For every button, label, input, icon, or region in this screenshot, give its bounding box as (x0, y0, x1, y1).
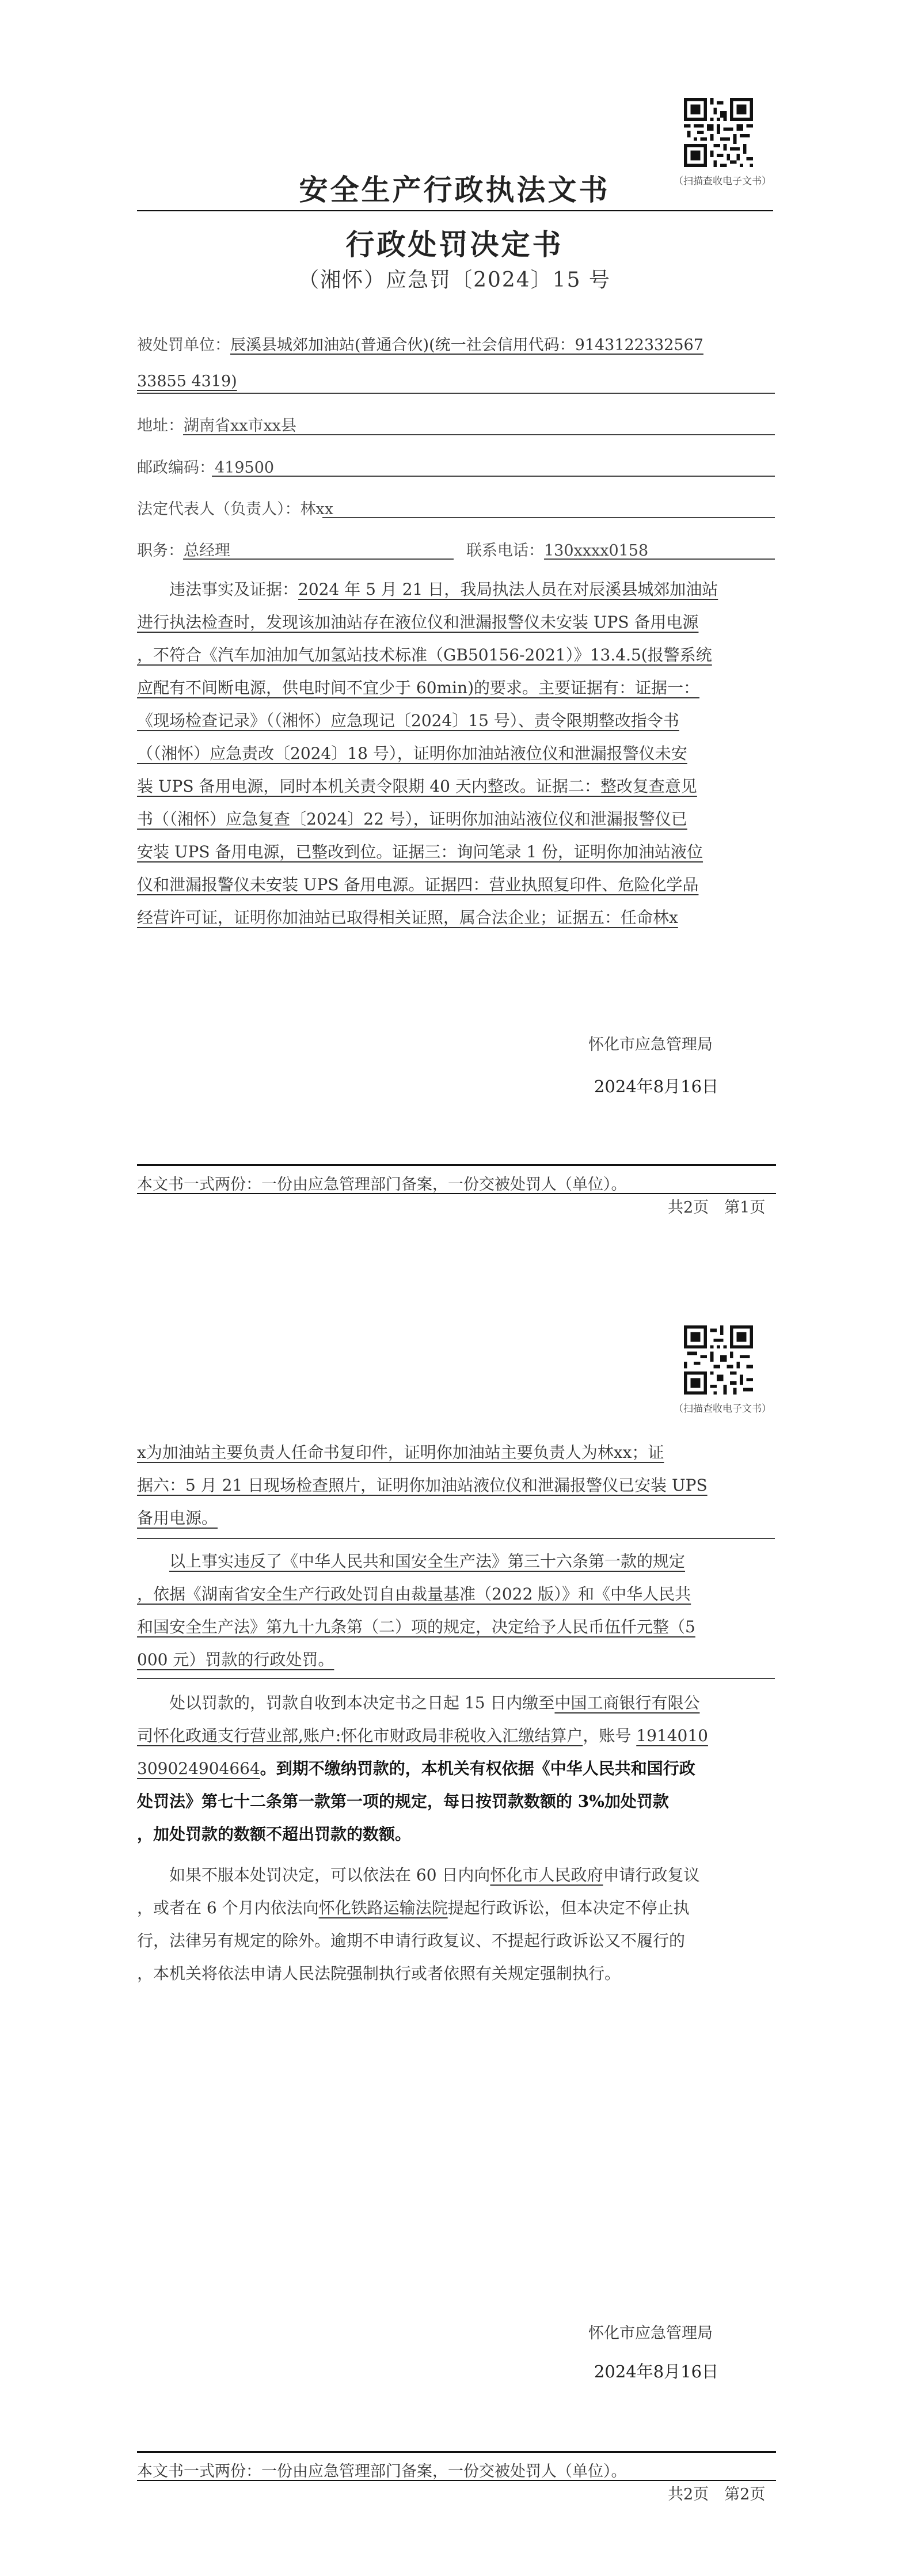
review-authority: 怀化市人民政府 (490, 1865, 603, 1884)
postcode-label: 邮政编码： (137, 459, 215, 477)
signing-organization: 怀化市应急管理局 (588, 1036, 713, 1054)
facts-line: 2024 年 5 月 21 日，我局执法人员在对辰溪县城郊加油站 (298, 580, 718, 599)
address-label: 地址： (137, 417, 184, 435)
postcode-underline (212, 476, 775, 477)
facts-line: x为加油站主要负责人任命书复印件，证明你加油站主要负责人为林xx；证 (137, 1443, 664, 1462)
penalty-warning: 处罚法》第七十二条第一款第一项的规定，每日按罚款数额的 3%加处罚款 (137, 1792, 669, 1811)
party-label: 被处罚单位： (137, 336, 230, 354)
appeal-text: 如果不服本处罚决定，可以依法在 60 日内向 (169, 1865, 490, 1884)
facts-paragraph (137, 573, 775, 934)
party-value: 辰溪县城郊加油站(普通合伙)(统一社会信用代码：9143122332567 (230, 336, 703, 354)
party-value-cont: 33855 4319) (137, 373, 237, 390)
legal-rep-underline (322, 517, 775, 518)
litigation-court: 怀化铁路运输法院 (318, 1898, 448, 1917)
payment-text: ，账号 (583, 1726, 637, 1745)
appeal-paragraph (137, 1859, 775, 1990)
facts-continued-paragraph (137, 1436, 775, 1534)
appeal-text: 行，法律另有规定的除外。逾期不申请行政复议、不提起行政诉讼又不履行的 (137, 1931, 686, 1950)
qr-code-image (684, 1325, 753, 1395)
facts-line: 装 UPS 备用电源，同时本机关责令限期 40 天内整改。证据二：整改复查意见 (137, 777, 697, 796)
footer-rule-bottom (137, 2480, 776, 2481)
appeal-text: ，或者在 6 个月内依法向 (137, 1898, 319, 1917)
party-field-cont (137, 373, 237, 390)
address-value: 湖南省xx市xx县 (184, 417, 296, 435)
legal-rep-label: 法定代表人（负责人）： (137, 500, 301, 518)
facts-line: 《现场检查记录》（（湘怀）应急现记〔2024〕15 号）、责令限期整改指令书 (137, 711, 679, 730)
header-rule (137, 210, 773, 211)
payment-paragraph (137, 1686, 775, 1851)
phone-value: 130xxxx0158 (544, 542, 649, 560)
qr-caption: （扫描查收电子文书） (674, 176, 771, 187)
phone-underline (544, 558, 775, 560)
footer-note: 本文书一式两份：一份由应急管理部门备案，一份交被处罚人（单位）。 (137, 1176, 627, 1194)
facts-line: 进行执法检查时，发现该加油站存在液位仪和泄漏报警仪未安装 UPS 备用电源 (137, 613, 699, 632)
facts-end-underline (137, 1538, 775, 1539)
facts-line: 备用电源。 (137, 1509, 218, 1528)
qr-caption: （扫描查收电子文书） (674, 1403, 771, 1415)
footer-rule (137, 2451, 776, 2453)
facts-line: 经营许可证，证明你加油站已取得相关证照，属合法企业；证据五：任命林x (137, 908, 678, 927)
facts-line: （（湘怀）应急责改〔2024〕18 号），证明你加油站液位仪和泄漏报警仪未安 (137, 744, 687, 763)
qr-code-image (684, 98, 753, 167)
footer-note: 本文书一式两份：一份由应急管理部门备案，一份交被处罚人（单位）。 (137, 2463, 627, 2480)
signing-date: 2024年8月16日 (594, 1077, 719, 1096)
doc-series-title: 安全生产行政执法文书 (299, 173, 610, 207)
position-field (137, 538, 230, 560)
address-underline (183, 434, 775, 435)
violation-line: 和国安全生产法》第九十九条第（二）项的规定，决定给予人民币伍仟元整（5 (137, 1617, 695, 1636)
position-underline (183, 558, 454, 560)
party-underline (137, 393, 775, 394)
page-number: 共2页 第2页 (668, 2486, 766, 2503)
footer-rule-bottom (137, 1193, 776, 1194)
page-2 (0, 1288, 909, 2576)
legal-rep-value: 林xx (300, 500, 333, 518)
signing-organization: 怀化市应急管理局 (588, 2324, 713, 2342)
account-number: 1914010 (636, 1726, 708, 1745)
facts-line: 仪和泄漏报警仪未安装 UPS 备用电源。证据四：营业执照复印件、危险化学品 (137, 875, 699, 894)
facts-line: 应配有不间断电源，供电时间不宜少于 60min)的要求。主要证据有：证据一： (137, 678, 699, 697)
postcode-field (137, 455, 274, 477)
position-value: 总经理 (184, 542, 230, 560)
facts-line: 安装 UPS 备用电源，已整改到位。证据三：询问笔录 1 份，证明你加油站液位 (137, 842, 703, 861)
violation-line: 以上事实违反了《中华人民共和国安全生产法》第三十六条第一款的规定 (169, 1552, 686, 1571)
violation-paragraph (137, 1545, 775, 1676)
violation-line: ，依据《湖南省安全生产行政处罚自由裁量基准（2022 版）》和《中华人民共 (137, 1585, 691, 1604)
penalty-warning: 。到期不缴纳罚款的，本机关有权依据《中华人民共和国行政 (260, 1759, 695, 1778)
appeal-text: 提起行政诉讼，但本决定不停止执 (447, 1898, 690, 1917)
doc-type-title: 行政处罚决定书 (345, 227, 564, 261)
facts-line: 据六：5 月 21 日现场检查照片，证明你加油站液位仪和泄漏报警仪已安装 UPS (137, 1476, 708, 1495)
position-label: 职务： (137, 542, 184, 560)
violation-end-underline (137, 1678, 775, 1679)
legal-rep-field (137, 496, 333, 519)
payment-text: 处以罚款的，罚款自收到本决定书之日起 15 日内缴至 (169, 1693, 555, 1712)
address-field (137, 413, 296, 435)
appeal-text: ，本机关将依法申请人民法院强制执行或者依照有关规定强制执行。 (137, 1964, 621, 1983)
phone-label: 联系电话： (466, 542, 544, 560)
violation-line: 000 元）罚款的行政处罚。 (137, 1650, 334, 1669)
postcode-value: 419500 (215, 459, 275, 477)
account-name: 司怀化政通支行营业部,账户:怀化市财政局非税收入汇缴结算户 (137, 1726, 583, 1745)
facts-lead: 违法事实及证据： (169, 580, 299, 599)
facts-line: ，不符合《汽车加油加气加氢站技术标准（GB50156-2021）》13.4.5(报警系统 (137, 645, 712, 664)
bank-name: 中国工商银行有限公 (554, 1693, 700, 1712)
penalty-warning: ，加处罚款的数额不超出罚款的数额。 (137, 1825, 412, 1844)
facts-line: 书（（湘怀）应急复查〔2024〕22 号），证明你加油站液位仪和泄漏报警仪已 (137, 810, 687, 829)
signing-date: 2024年8月16日 (594, 2362, 719, 2381)
party-field (137, 332, 703, 355)
page-number: 共2页 第1页 (668, 1199, 766, 1217)
footer-rule (137, 1164, 776, 1166)
phone-field (466, 538, 648, 560)
account-number-cont: 309024904664 (137, 1759, 260, 1778)
appeal-text: 申请行政复议 (603, 1865, 700, 1884)
doc-number: （湘怀）应急罚〔2024〕15 号 (298, 268, 611, 292)
